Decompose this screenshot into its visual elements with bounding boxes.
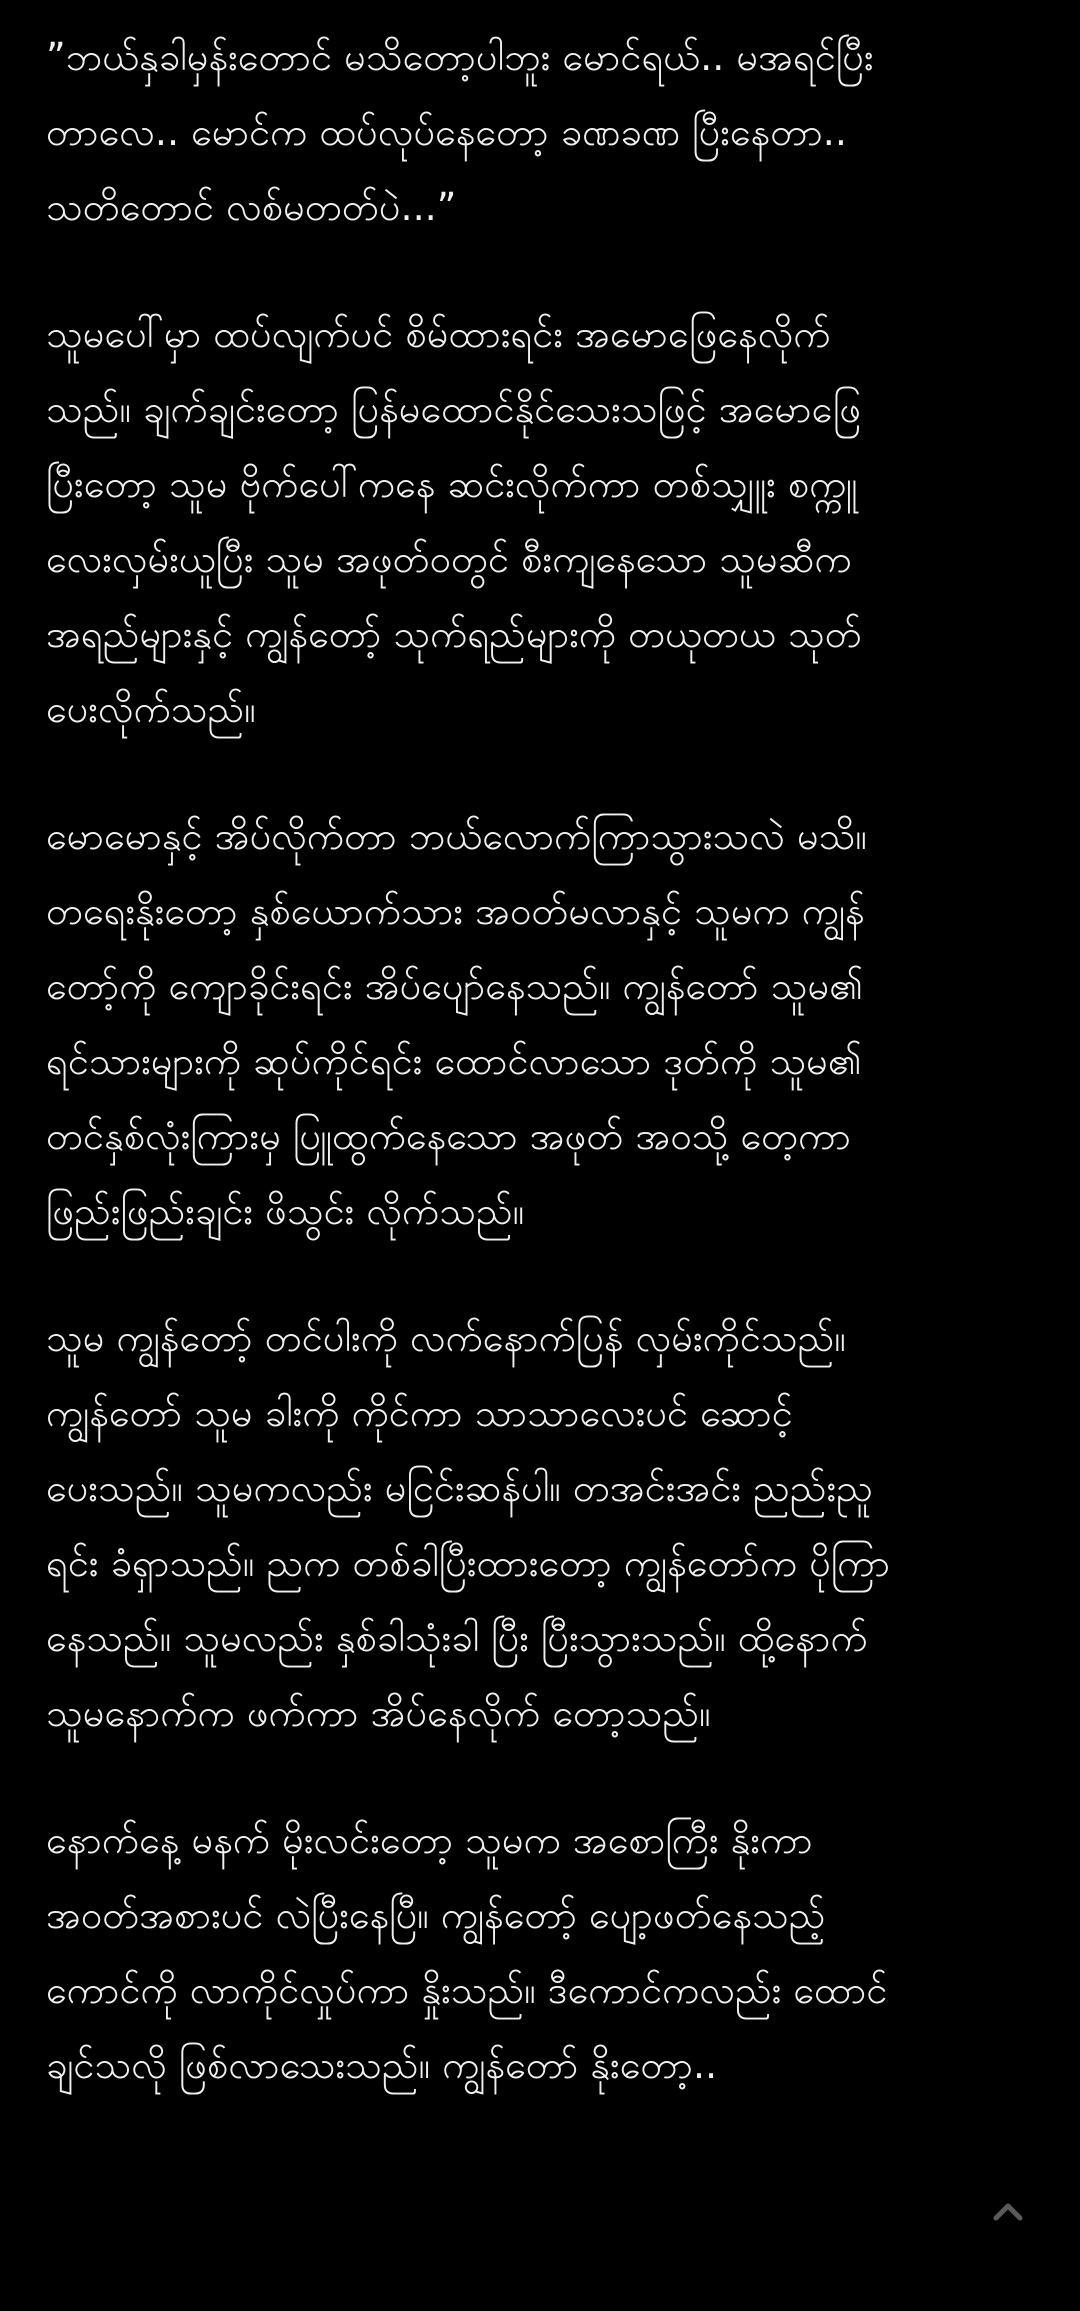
text-line: ကောင်ကို လာကိုင်လှုပ်ကာ နှိုးသည်။ ဒီကောင်ကလည်း ထောင် — [46, 1968, 888, 2012]
text-line: သူမ ကျွန်တော့် တင်ပါးကို လက်နောက်ပြန် လှမ်းကိုင်သည်။ — [46, 1316, 846, 1360]
paragraph-4 — [46, 1301, 1034, 1751]
text-line: ”ဘယ်နှခါမှန်းတောင် မသိတော့ပါဘူး မောင်ရယ်.. မအရင်ပြီး — [46, 35, 874, 79]
text-line: ပေးလိုက်သည်။ — [46, 687, 256, 731]
scroll-to-top-button[interactable] — [988, 2192, 1028, 2232]
text-line: ရင်း ခံရှာသည်။ ညက တစ်ခါပြီးထားတော့ ကျွန်တော်က ပိုကြာ — [46, 1541, 891, 1585]
text-line: ကျွန်တော် သူမ ခါးကို ကိုင်ကာ သာသာလေးပင် ဆောင့် — [46, 1391, 793, 1435]
paragraph-5 — [46, 1803, 1034, 2103]
text-line: ချင်သလို ဖြစ်လာသေးသည်။ ကျွန်တော် နိုးတော့.. — [46, 2043, 718, 2087]
text-line: သည်။ ချက်ချင်းတော့ ပြန်မထောင်နိုင်သေးသဖြင့် အမောဖြေ — [46, 387, 862, 431]
text-line: ပြီးတော့ သူမ ဗိုက်ပေါ်ကနေ ဆင်းလိုက်ကာ တစ်သျှူး စက္ကူ — [46, 462, 858, 506]
text-line: တရေးနိုးတော့ နှစ်ယောက်သား အဝတ်မလာနှင့် သူမက ကျွန် — [46, 889, 865, 933]
text-line: မောမောနှင့် အိပ်လိုက်တာ ဘယ်လောက်ကြာသွားသလဲ မသိ။ — [46, 814, 867, 858]
paragraph-1 — [46, 20, 1034, 245]
text-line: နေသည်။ သူမလည်း နှစ်ခါသုံးခါ ပြီး ပြီးသွားသည်။ ထို့နောက် — [46, 1616, 868, 1660]
paragraph-3 — [46, 799, 1034, 1249]
text-line: သူမပေါ်မှာ ထပ်လျက်ပင် စိမ်ထားရင်း အမောဖြေနေလိုက် — [46, 312, 831, 356]
text-line: တာလေ.. မောင်က ထပ်လုပ်နေတော့ ခဏခဏ ပြီးနေတာ.. — [46, 110, 847, 154]
text-line: အရည်များနှင့် ကျွန်တော့် သုက်ရည်များကို တယုတယ သုတ် — [46, 612, 862, 656]
text-line: သူမနောက်က ဖက်ကာ အိပ်နေလိုက် တော့သည်။ — [46, 1691, 711, 1735]
paragraph-2 — [46, 297, 1034, 747]
text-line: သတိတောင် လစ်မတတ်ပဲ...” — [46, 185, 457, 229]
text-line: အဝတ်အစားပင် လဲပြီးနေပြီ။ ကျွန်တော့် ပျော့ဖတ်နေသည့် — [46, 1893, 826, 1937]
chevron-up-icon — [988, 2192, 1028, 2232]
text-line: တင်နှစ်လုံးကြားမှ ပြူထွက်နေသော အဖုတ် အဝသို့ တေ့ကာ — [46, 1114, 851, 1158]
text-line: နောက်နေ့ မနက် မိုးလင်းတော့ သူမက အစောကြီး နိုးကာ — [46, 1818, 813, 1862]
text-line: ပေးသည်။ သူမကလည်း မငြင်းဆန်ပါ။ တအင်းအင်း ညည်းညူ — [46, 1466, 874, 1510]
text-line: ရင်သားများကို ဆုပ်ကိုင်ရင်း ထောင်လာသော ဒုတ်ကို သူမ၏ — [46, 1039, 862, 1083]
text-line: လေးလှမ်းယူပြီး သူမ အဖုတ်ဝတွင် စီးကျနေသော သူမဆီက — [46, 537, 852, 581]
text-line: တော့်ကို ကျောခိုင်းရင်း အိပ်ပျော်နေသည်။ ကျွန်တော် သူမ၏ — [46, 964, 864, 1008]
text-line: ဖြည်းဖြည်းချင်း ဖိသွင်း လိုက်သည်။ — [46, 1189, 525, 1233]
